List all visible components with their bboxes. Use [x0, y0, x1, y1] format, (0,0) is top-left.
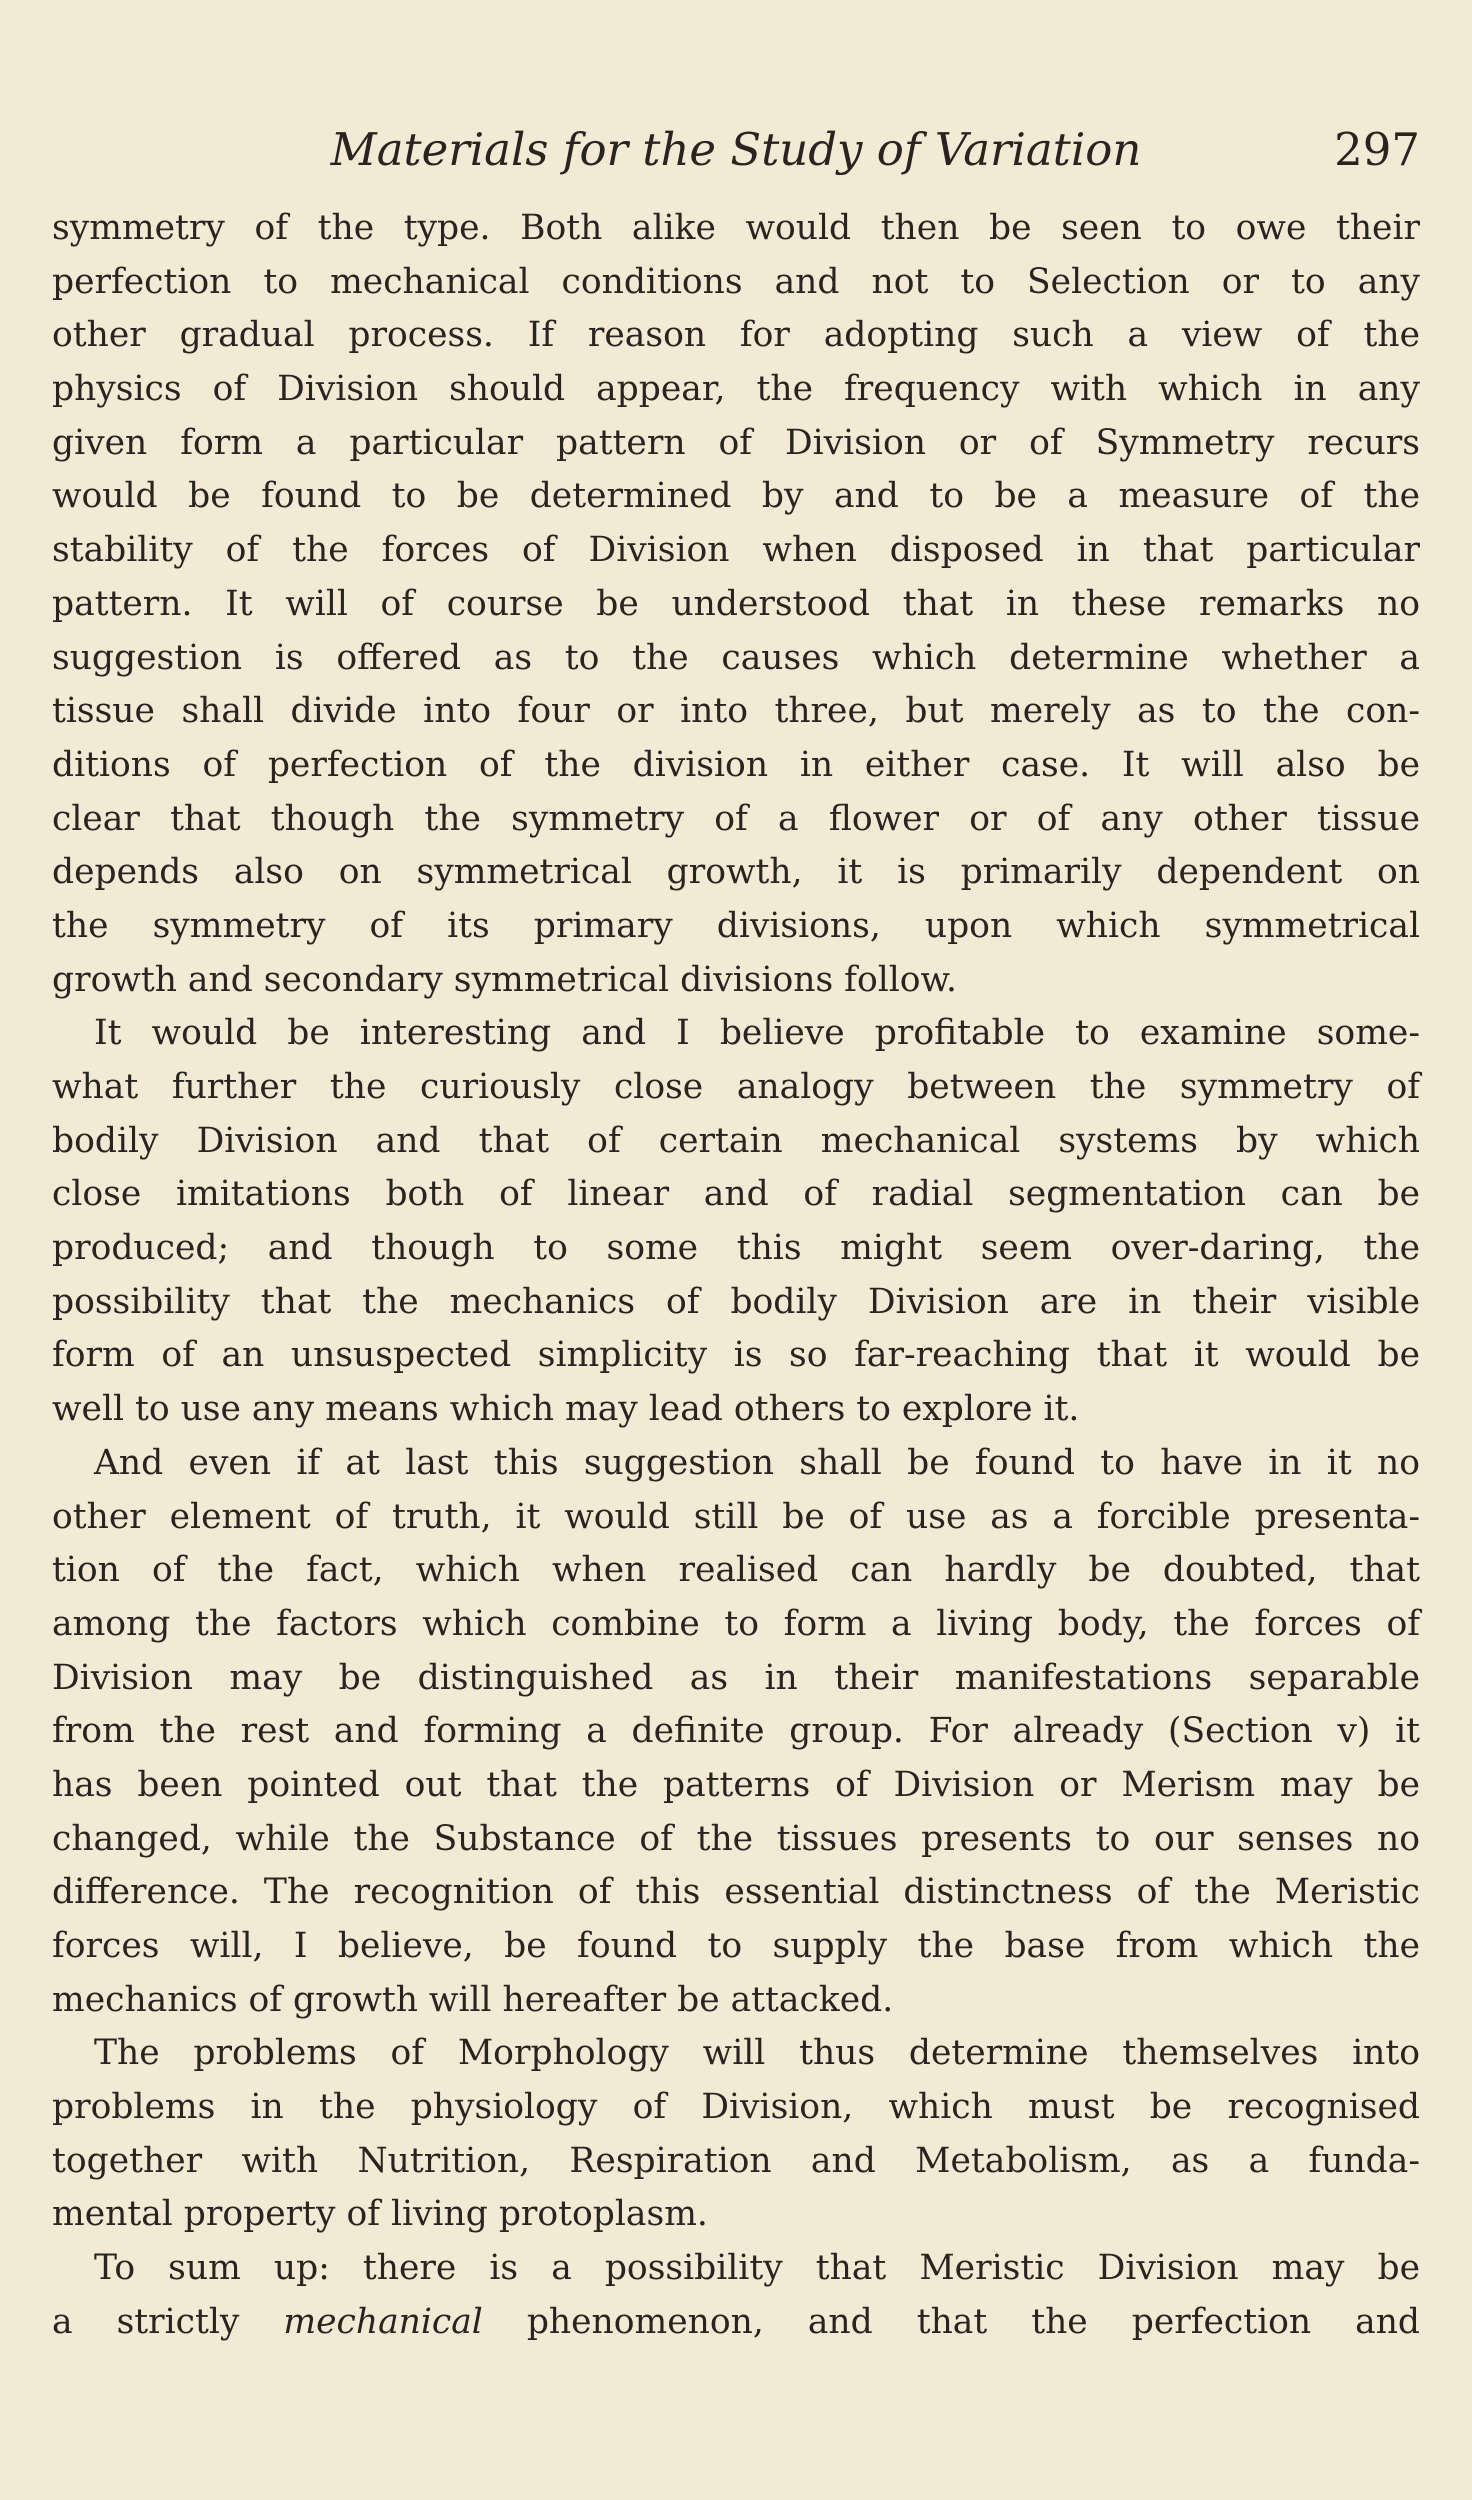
text-line: bodily Division and that of certain mechanical systems by which	[52, 1120, 1420, 1161]
text-line: The problems of Morphology will thus determine themselves into	[94, 2033, 1420, 2074]
text-line: other gradual process. If reason for adopting such a view of the	[52, 315, 1420, 356]
text-line: produced; and though to some this might seem over-daring, the	[52, 1228, 1420, 1269]
text-line: tion of the fact, which when realised can hardly be doubted, that	[52, 1550, 1420, 1591]
text-line: growth and secondary symmetrical divisions follow.	[52, 959, 957, 1000]
emphasis-text: mechanical	[283, 2301, 483, 2342]
running-title: Materials for the Study of Variation	[330, 123, 1142, 176]
text-line: pattern. It will of course be understood that in these remarks no	[52, 583, 1420, 624]
text-line: clear that though the symmetry of a flower or of any other tissue	[52, 798, 1420, 839]
text-line: difference. The recognition of this essential distinctness of the Meristic	[52, 1872, 1420, 1913]
text-line: what further the curiously close analogy between the symmetry of	[52, 1067, 1420, 1107]
text-line: Division may be distinguished as in their manifestations separable	[52, 1657, 1420, 1698]
text-line: physics of Division should appear, the frequency with which in any	[52, 369, 1420, 410]
text-line: possibility that the mechanics of bodily Division are in their visible	[52, 1281, 1420, 1322]
text-line: from the rest and forming a definite group. For already (Section v) it	[52, 1711, 1420, 1752]
text-line: mechanics of growth will hereafter be attacked.	[52, 1979, 894, 2020]
text-line: stability of the forces of Division when disposed in that particular	[52, 530, 1420, 571]
text-line: And even if at last this suggestion shall be found to have in it no	[94, 1442, 1420, 1483]
text-line: perfection to mechanical conditions and not to Selection or to any	[52, 261, 1420, 302]
text-line: mental property of living protoplasm.	[52, 2194, 708, 2235]
text-line: together with Nutrition, Respiration and Metabolism, as a funda-	[52, 2140, 1420, 2181]
text-line: form of an unsuspected simplicity is so far-reaching that it would be	[52, 1335, 1420, 1376]
text-line: close imitations both of linear and of radial segmentation can be	[52, 1174, 1420, 1215]
text-line: To sum up: there is a possibility that Meristic Division may be	[94, 2248, 1420, 2289]
text-fragment: a strictly	[52, 2301, 284, 2342]
text-line: tissue shall divide into four or into three, but merely as to the con-	[52, 691, 1420, 732]
text-line: well to use any means which may lead others to explore it.	[52, 1389, 1080, 1430]
text-line: other element of truth, it would still be of use as a forcible presenta-	[52, 1496, 1420, 1537]
text-line: the symmetry of its primary divisions, upon which symmetrical	[52, 905, 1420, 946]
text-line: among the factors which combine to form a living body, the forces of	[52, 1603, 1420, 1644]
text-line: suggestion is offered as to the causes which determine whether a	[52, 637, 1420, 678]
body-text	[52, 202, 1420, 2350]
page-number: 297	[1334, 123, 1420, 176]
text-line: given form a particular pattern of Division or of Symmetry recurs	[52, 422, 1420, 463]
text-line: problems in the physiology of Division, which must be recognised	[52, 2087, 1420, 2128]
text-line: depends also on symmetrical growth, it is primarily dependent on	[52, 852, 1420, 893]
text-line: has been pointed out that the patterns of Division or Merism may be	[52, 1764, 1420, 1805]
text-fragment: phenomenon, and that the perfection and	[482, 2301, 1420, 2342]
text-line: changed, while the Substance of the tissues presents to our senses no	[52, 1818, 1420, 1859]
text-line: symmetry of the type. Both alike would then be seen to owe their	[52, 208, 1420, 248]
text-line: forces will, I believe, be found to supply the base from which the	[52, 1926, 1420, 1966]
text-line: ditions of perfection of the division in either case. It will also be	[52, 744, 1420, 785]
text-line: would be found to be determined by and to be a measure of the	[52, 476, 1420, 517]
running-head	[52, 120, 1420, 180]
text-line-final	[52, 2296, 1420, 2350]
text-line: It would be interesting and I believe profitable to examine some-	[94, 1013, 1420, 1054]
